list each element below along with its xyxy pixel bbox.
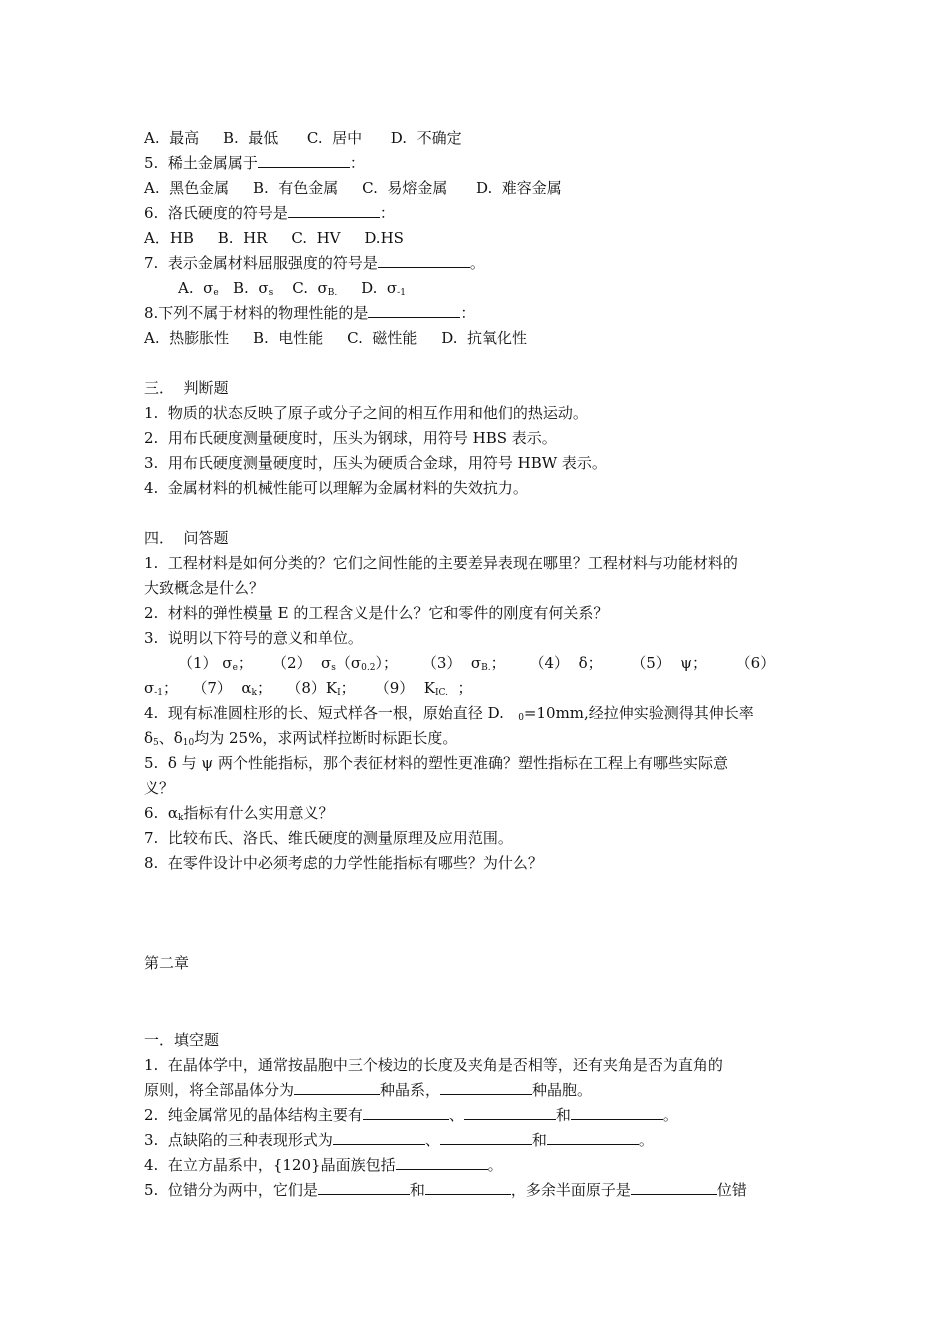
answer-blank (333, 1130, 425, 1145)
judge-item-3: 3. 用布氏硬度测量硬度时，压头为硬质合金球，用符号 HBW 表示。 (144, 454, 607, 472)
answer-blank (396, 1155, 488, 1170)
qa-2: 2. 材料的弹性模量 E 的工程含义是什么？它和零件的刚度有何关系？ (144, 604, 609, 622)
qa-7: 7. 比较布氏、洛氏、维氏硬度的测量原理及应用范围。 (144, 829, 513, 847)
answer-blank (571, 1105, 663, 1120)
qa-5-line-2: 义？ (144, 779, 175, 797)
section-4-title: 四． 问答题 (144, 529, 229, 547)
q7-options: A. $\sigma_e$ B. $\sigma_s$ C. $\sigma_{B.}$ D. $\sigma_{-1}$ (178, 279, 406, 298)
question-8: 8.下列不属于材料的物理性能的是 ： (144, 304, 476, 322)
qa-1-line-1: 1. 工程材料是如何分类的？它们之间性能的主要差异表现在哪里？工程材料与功能材料的 (144, 554, 738, 572)
fill-1-line-2: 原则，将全部晶体分为 种晶系， 种晶胞。 (144, 1081, 593, 1099)
q5-options: A. 黑色金属 B. 有色金属 C. 易熔金属 D. 难容金属 (144, 179, 562, 197)
question-5: 5. 稀土金属属于 ： (144, 154, 365, 172)
answer-blank (368, 303, 460, 318)
fill-2: 2. 纯金属常见的晶体结构主要有 、 和 。 (144, 1106, 678, 1124)
qa-1-line-2: 大致概念是什么？ (144, 579, 265, 597)
answer-blank (440, 1130, 532, 1145)
answer-blank (425, 1180, 511, 1195)
q8-options: A. 热膨胀性 B. 电性能 C. 磁性能 D. 抗氧化性 (144, 329, 528, 347)
fill-3: 3. 点缺陷的三种表现形式为 、 和 。 (144, 1131, 654, 1149)
q6-options: A．HB B. HR C. HV D.HS (144, 229, 404, 247)
qa-3: 3. 说明以下符号的意义和单位。 (144, 629, 363, 647)
answer-blank (464, 1105, 556, 1120)
answer-blank (378, 253, 470, 268)
judge-item-4: 4. 金属材料的机械性能可以理解为金属材料的失效抗力。 (144, 479, 528, 497)
answer-blank (547, 1130, 639, 1145)
judge-item-2: 2. 用布氏硬度测量硬度时，压头为钢球，用符号 HBS 表示。 (144, 429, 557, 447)
question-6: 6. 洛氏硬度的符号是 ： (144, 204, 395, 222)
fill-1-line-1: 1. 在晶体学中，通常按晶胞中三个棱边的长度及夹角是否相等，还有夹角是否为直角的 (144, 1056, 723, 1074)
fill-4: 4. 在立方晶系中，{120}晶面族包括 。 (144, 1156, 503, 1174)
qa-4-line-1: 4. 现有标准圆柱形的长、短式样各一根，原始直径 D. $_0$=10mm,经拉伸实验测得其伸长率 (144, 704, 754, 723)
q4-options: A. 最高 B. 最低 C. 居中 D. 不确定 (144, 129, 462, 147)
answer-blank (440, 1080, 532, 1095)
chapter-title: 第二章 (144, 954, 190, 972)
question-7: 7. 表示金属材料屈服强度的符号是 。 (144, 254, 485, 272)
qa-3-symbols-line-1: （1） $\sigma_e$； （2） $\sigma_s(\sigma_{0.2})$； （3） $\sigma_{B.}$； （4） δ； （5） ψ； （6） (178, 654, 776, 673)
answer-blank (294, 1080, 380, 1095)
answer-blank (288, 203, 380, 218)
qa-3-symbols-line-2: $\sigma_{-1}$； （7） $\alpha_k$； $(8)K_I$； （9） $K_{IC.}$ ； (144, 679, 473, 698)
answer-blank (363, 1105, 449, 1120)
fill-5: 5. 位错分为两中，它们是 和 ，多余半面原子是 位错 (144, 1181, 747, 1199)
qa-5-line-1: 5. δ 与 ψ 两个性能指标，那个表征材料的塑性更准确？塑性指标在工程上有哪些实际意 (144, 754, 728, 772)
answer-blank (318, 1180, 410, 1195)
qa-4-line-2: $\delta_5$、$\delta_{10}$均为 25%，求两试样拉断时标距长度。 (144, 729, 458, 748)
answer-blank (631, 1180, 717, 1195)
answer-blank (258, 153, 350, 168)
qa-8: 8. 在零件设计中必须考虑的力学性能指标有哪些？为什么？ (144, 854, 543, 872)
section-3-title: 三． 判断题 (144, 379, 229, 397)
ch2-section-1-title: 一．填空题 (144, 1031, 220, 1049)
qa-6: 6. $\alpha_k$指标有什么实用意义？ (144, 804, 334, 823)
judge-item-1: 1. 物质的状态反映了原子或分子之间的相互作用和他们的热运动。 (144, 404, 588, 422)
